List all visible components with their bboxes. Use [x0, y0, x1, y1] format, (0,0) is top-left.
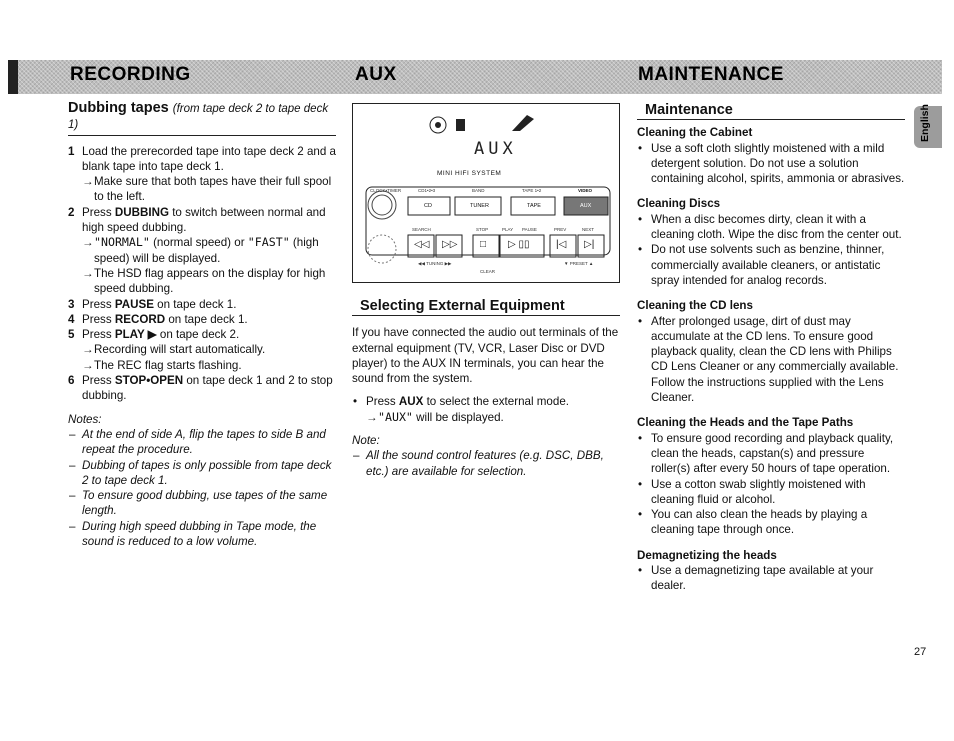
heads-bullet: • You can also clean the heads by playing a cleaning tape through once. [638, 508, 868, 537]
step-2-result-display: → "NORMAL" (normal speed) or "FAST" (high speed) will be displayed. [82, 235, 319, 265]
dubbing-section [68, 101, 336, 549]
external-title: Selecting External Equipment [360, 298, 565, 314]
search-back-button[interactable]: ◁◁ [414, 239, 430, 250]
label-stop: STOP [476, 227, 489, 232]
source-tuner-button[interactable]: TUNER [470, 203, 489, 209]
step-2-result-hsd: → The HSD flag appears on the display for high speed dubbing. [82, 266, 326, 296]
step-5: 5 Press PLAY ▶ on tape deck 2. [68, 328, 240, 342]
maintenance-title: Maintenance [645, 102, 733, 118]
dubbing-heading [68, 101, 336, 134]
heads-heading: Cleaning the Heads and the Tape Paths [637, 416, 854, 430]
play-pause-button[interactable]: ▷ ▯▯ [508, 239, 530, 250]
cabinet-heading: Cleaning the Cabinet [637, 126, 753, 140]
external-result: → "AUX" will be displayed. [366, 409, 504, 424]
label-video: VIDEO [578, 188, 593, 193]
step-6: 6 Press STOP•OPEN on tape deck 1 and 2 to stop dubbing. [68, 374, 333, 403]
discs-bullet: • Do not use solvents such as benzine, thinner, commercially available cleaners, or antistatic spray intended for analog records. [638, 243, 885, 287]
label-search: SEARCH [412, 227, 431, 232]
discs-bullet: • When a disc becomes dirty, clean it with a cleaning cloth. Wipe the disc from the center out. [638, 212, 902, 242]
label-clock-timer: CLOCK•TIMER [370, 188, 402, 193]
device-panel-drawing [352, 103, 620, 283]
display-icons [430, 115, 534, 133]
external-paragraph: If you have connected the audio out terminals of the external equipment (TV, VCR, Laser Disc or DVD player) to the AUX IN terminals, you can hear the sound from the system. [352, 326, 619, 386]
stop-button[interactable]: □ [480, 239, 487, 250]
source-cd-button[interactable]: CD [424, 203, 432, 209]
heads-bullet: • To ensure good recording and playback quality, clean the heads, capstan(s) and pressure roller(s) after every 50 hours of tape operation. [638, 431, 894, 476]
language-tab [914, 106, 942, 148]
maintenance-rule [637, 119, 905, 120]
search-forward-button[interactable]: ▷▷ [442, 239, 458, 250]
cdlens-heading: Cleaning the CD lens [637, 299, 753, 313]
external-section [352, 299, 620, 479]
step-1-result: → Make sure that both tapes have their full spool to the left. [82, 175, 332, 204]
source-tape-button[interactable]: TAPE [527, 203, 541, 209]
cdlens-bullet: • After prolonged usage, dirt of dust may accumulate at the CD lens. To ensure good playback quality, clean the CD lens with Philips CD Lens Cleaner or any commercially available. Follow the instructions supplied with the Lens Cleaner. [638, 314, 899, 405]
section-title-maintenance: MAINTENANCE [638, 64, 784, 85]
label-cd123: CD1•2•3 [418, 188, 436, 193]
page-number: 27 [914, 646, 927, 658]
label-next: NEXT [582, 227, 595, 232]
cabinet-bullet: • Use a soft cloth slightly moistened with a mild detergent solution. Do not use a solution containing alcohol, spirits, ammonia or abrasives. [638, 141, 905, 186]
maintenance-section [637, 103, 905, 594]
section-title-recording: RECORDING [70, 64, 191, 85]
lcd-display-text: AUX [474, 139, 517, 159]
label-pause: PAUSE [522, 227, 537, 232]
step-3: 3 Press PAUSE on tape deck 1. [68, 297, 237, 311]
step-1: 1 Load the prerecorded tape into tape deck 2 and a blank tape into tape deck 1. [68, 144, 336, 173]
label-preset: ▼ PRESET ▲ [564, 261, 594, 266]
discs-heading: Cleaning Discs [637, 197, 721, 211]
section-title-aux: AUX [355, 64, 397, 85]
dubbing-rule [68, 135, 336, 136]
model-label: MINI HIFI SYSTEM [437, 170, 502, 177]
heads-bullet: • Use a cotton swab slightly moistened with cleaning fluid or alcohol. [638, 477, 866, 506]
note-item: – Dubbing of tapes is only possible from tape deck 2 to tape deck 1. [69, 458, 332, 487]
header-band-edge [8, 60, 18, 94]
note-item: – During high speed dubbing in Tape mode, the sound is reduced to a low volume. [69, 519, 317, 549]
note-item: – To ensure good dubbing, use tapes of the same length. [69, 489, 328, 518]
external-bullet: • Press AUX to select the external mode. [353, 395, 569, 409]
dubbing-subtitle: (from tape deck 2 to tape deck 1) [68, 103, 329, 132]
prev-button[interactable]: |◁ [556, 239, 567, 250]
label-clear: CLEAR [480, 269, 496, 274]
notes-label: Notes: [68, 412, 102, 426]
external-note: – All the sound control features (e.g. DSC, DBB, etc.) are available for selection. [353, 449, 604, 478]
next-button[interactable]: ▷| [584, 239, 595, 250]
step-5-result-1: → Recording will start automatically. [82, 343, 266, 357]
language-tab-label: English [919, 104, 931, 142]
label-prev: PREV [554, 227, 567, 232]
device-illustration [352, 103, 620, 283]
step-5-result-2: → The REC flag starts flashing. [82, 358, 242, 372]
dubbing-title: Dubbing tapes [68, 100, 169, 116]
step-2: 2 Press DUBBING to switch between normal and high speed dubbing. [68, 205, 326, 235]
source-aux-button[interactable]: AUX [580, 203, 592, 209]
external-note-label: Note: [352, 434, 380, 448]
step-4: 4 Press RECORD on tape deck 1. [68, 312, 248, 326]
demag-heading: Demagnetizing the heads [637, 548, 777, 562]
label-tape12: TAPE 1•2 [522, 188, 542, 193]
label-band: BAND [472, 188, 485, 193]
label-play: PLAY [502, 227, 514, 232]
demag-bullet: • Use a demagnetizing tape available at your dealer. [638, 564, 874, 593]
label-tuning: ◀◀ TUNING ▶▶ [418, 261, 452, 266]
note-item: – At the end of side A, flip the tapes to side B and repeat the procedure. [69, 427, 326, 457]
external-rule [352, 315, 620, 316]
